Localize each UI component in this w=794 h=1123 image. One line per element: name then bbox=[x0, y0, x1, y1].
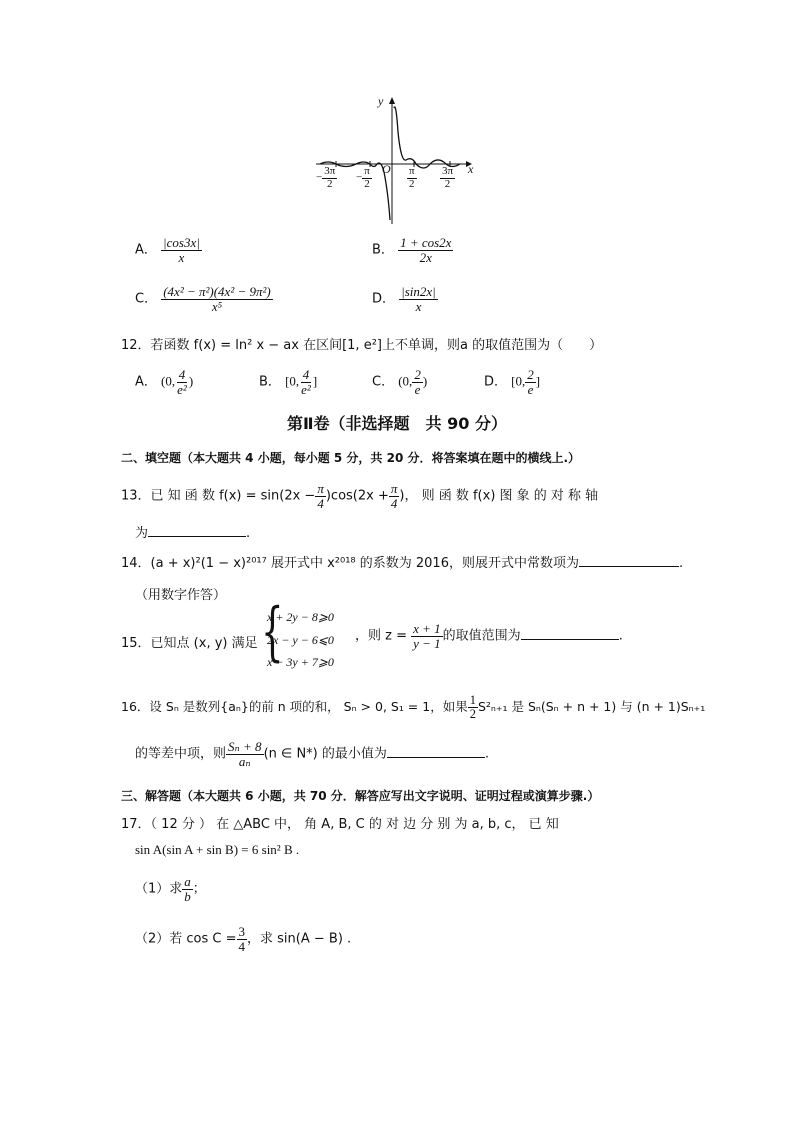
q16-frac-num: 1 bbox=[469, 693, 476, 707]
curve-right bbox=[394, 107, 460, 168]
q12-b-post: ] bbox=[312, 373, 318, 389]
q15-pre: 15．已知点 (x, y) 满足 bbox=[121, 636, 258, 651]
q12-c-num: 2 bbox=[414, 367, 421, 382]
q12-a-den: e² bbox=[177, 381, 187, 397]
option-d-numerator: |sin2x| bbox=[401, 284, 436, 299]
q17-part2-num: 3 bbox=[238, 924, 246, 939]
q12-option-d[interactable] bbox=[484, 368, 540, 396]
q14-answer-blank[interactable] bbox=[579, 566, 679, 567]
q13-frac1-num: π bbox=[317, 481, 324, 496]
q16-den: aₙ bbox=[238, 753, 251, 769]
x-axis-label: x bbox=[468, 162, 474, 176]
q12-stem: 12．若函数 f(x) = ln² x − ax 在区间[1, e²]上不单调，则a 的取值范围为（ ） bbox=[121, 338, 603, 353]
tick-label-neg-pi2: − $\frac{\pi}{2}$ bbox=[356, 165, 370, 190]
q15-post: 的取值范围为 bbox=[442, 628, 521, 644]
q17-part2 bbox=[135, 925, 351, 953]
q17-part2-den: 4 bbox=[238, 938, 246, 954]
q17-part2-pre: （2）若 cos C = bbox=[135, 931, 237, 947]
q14-end: . bbox=[678, 556, 684, 571]
q13-line2-pre: 为 bbox=[135, 526, 149, 541]
q11-option-d[interactable] bbox=[372, 285, 438, 313]
q12-c-label: C． bbox=[372, 374, 395, 390]
q14-line1 bbox=[121, 552, 683, 571]
q16-line1-pre: 16．设 Sₙ 是数列{aₙ}的前 n 项的和， Sₙ > 0, S₁ = 1，如果 bbox=[121, 699, 468, 715]
q12-b-pre: [0, bbox=[285, 373, 300, 389]
q13-pre: 13．已 知 函 数 f(x) = sin(2x − bbox=[121, 488, 316, 504]
q13-post: )， 则 函 数 f(x) 图 象 的 对 称 轴 bbox=[399, 488, 599, 504]
tick-label-neg-3pi2: − $\frac{3\pi}{2}$ bbox=[316, 165, 336, 190]
q14-note: （用数字作答） bbox=[135, 588, 227, 603]
q15-den: y − 1 bbox=[413, 635, 441, 651]
option-b-numerator: 1 + cos2x bbox=[400, 235, 452, 250]
q13-line2 bbox=[135, 522, 250, 541]
q15-constraint-1: x + 2y − 8⩾0 bbox=[267, 610, 334, 624]
option-c-label: C． bbox=[135, 291, 158, 307]
q12-a-num: 4 bbox=[178, 367, 186, 382]
q16-line2-mid: (n ∈ N*) 的最小值为 bbox=[263, 746, 387, 762]
q13-line2-post: . bbox=[246, 526, 251, 541]
q12-a-label: A． bbox=[135, 374, 157, 390]
q15-brace: { bbox=[261, 595, 284, 669]
q16-line2 bbox=[135, 740, 489, 768]
q17-part1-post: ； bbox=[192, 881, 206, 897]
q16-num: Sₙ + 8 bbox=[228, 739, 262, 754]
option-c-denominator: x⁵ bbox=[211, 298, 223, 314]
q13-frac2-den: 4 bbox=[390, 495, 398, 511]
q13-mid: )cos(2x + bbox=[325, 488, 389, 504]
option-d-label: D． bbox=[372, 291, 396, 307]
q15-end: . bbox=[618, 628, 623, 644]
option-c-numerator: (4x² − π²)(4x² − 9π²) bbox=[163, 284, 271, 299]
q12-d-label: D． bbox=[484, 374, 508, 390]
q17-part2-post: ，求 sin(A − B) . bbox=[247, 931, 352, 947]
origin-label: O bbox=[382, 162, 391, 176]
function-graph bbox=[312, 92, 482, 227]
q15-rest bbox=[355, 622, 623, 650]
q16-line1-post: S²ₙ₊₁ 是 Sₙ(Sₙ + n + 1) 与 (n + 1)Sₙ₊₁ bbox=[477, 699, 706, 715]
q12-d-pre: [0, bbox=[511, 373, 526, 389]
section2-header: 二、填空题（本大题共 4 小题，每小题 5 分，共 20 分．将答案填在题中的横线上.） bbox=[121, 451, 581, 465]
q16-end: . bbox=[484, 746, 490, 762]
tick-label-pi2: $\frac{\pi}{2}$ bbox=[409, 165, 415, 190]
q15-mid: ，则 z = bbox=[355, 628, 407, 644]
q14-text: 14．(a + x)²(1 − x)²⁰¹⁷ 展开式中 x²⁰¹⁸ 的系数为 2016，则展开式中常数项为 bbox=[121, 556, 579, 571]
option-a-denominator: x bbox=[178, 249, 185, 265]
section3-header: 三、解答题（本大题共 6 小题，共 70 分．解答应写出文字说明、证明过程或演算步骤.） bbox=[121, 789, 600, 803]
q12-option-b[interactable] bbox=[259, 368, 317, 396]
q15-constraint-2: 2x − y − 6⩽0 bbox=[267, 633, 334, 647]
q15-num: x + 1 bbox=[413, 621, 441, 636]
graph-svg bbox=[312, 92, 482, 227]
q12-option-c[interactable] bbox=[372, 368, 427, 396]
q11-option-a[interactable] bbox=[135, 236, 202, 264]
q16-line2-pre: 的等差中项，则 bbox=[135, 746, 227, 762]
q12-c-pre: (0, bbox=[398, 373, 413, 389]
q16-frac-den: 2 bbox=[469, 707, 476, 722]
q12-b-label: B． bbox=[259, 374, 281, 390]
q15-constraint-3: x − 3y + 7⩾0 bbox=[267, 655, 334, 669]
tick-label-3pi2: $\frac{3\pi}{2}$ bbox=[442, 165, 454, 190]
q17-line1: 17．（ 12 分 ） 在 △ABC 中， 角 A, B, C 的 对 边 分 别 为 a, b, c， 已 知 bbox=[121, 817, 559, 832]
q12-b-den: e² bbox=[301, 381, 311, 397]
q12-c-den: e bbox=[414, 381, 421, 397]
q17-part1 bbox=[135, 875, 206, 903]
y-axis-arrow bbox=[389, 97, 395, 104]
q12-option-a[interactable] bbox=[135, 368, 193, 396]
option-b-label: B． bbox=[372, 242, 394, 258]
q12-a-post: ) bbox=[188, 373, 194, 389]
q12-d-num: 2 bbox=[527, 367, 534, 382]
q17-part1-pre: （1）求 bbox=[135, 881, 183, 897]
q16-answer-blank[interactable] bbox=[387, 757, 485, 758]
q12-b-num: 4 bbox=[302, 367, 310, 382]
part2-title: 第Ⅱ卷（非选择题 共 90 分） bbox=[287, 414, 507, 433]
q13-line1 bbox=[121, 482, 598, 510]
q12-d-den: e bbox=[527, 381, 534, 397]
option-b-denominator: 2x bbox=[419, 249, 432, 265]
q17-part1-num: a bbox=[184, 874, 191, 889]
y-axis-label: y bbox=[378, 94, 384, 108]
option-d-denominator: x bbox=[415, 298, 422, 314]
q16-line1 bbox=[121, 694, 705, 721]
option-a-label: A． bbox=[135, 242, 157, 258]
q11-option-c[interactable] bbox=[135, 285, 273, 313]
q11-option-b[interactable] bbox=[372, 236, 453, 264]
q12-a-pre: (0, bbox=[161, 373, 176, 389]
q17-line2: sin A(sin A + sin B) = 6 sin² B . bbox=[135, 842, 300, 857]
q13-frac2-num: π bbox=[390, 481, 398, 496]
q12-d-post: ] bbox=[535, 373, 541, 389]
q13-frac1-den: 4 bbox=[317, 495, 324, 511]
q13-answer-blank[interactable] bbox=[148, 536, 246, 537]
option-a-numerator: |cos3x| bbox=[163, 235, 200, 250]
q17-part1-den: b bbox=[184, 888, 191, 904]
q15-answer-blank[interactable] bbox=[521, 639, 619, 640]
q12-c-post: ) bbox=[422, 373, 428, 389]
